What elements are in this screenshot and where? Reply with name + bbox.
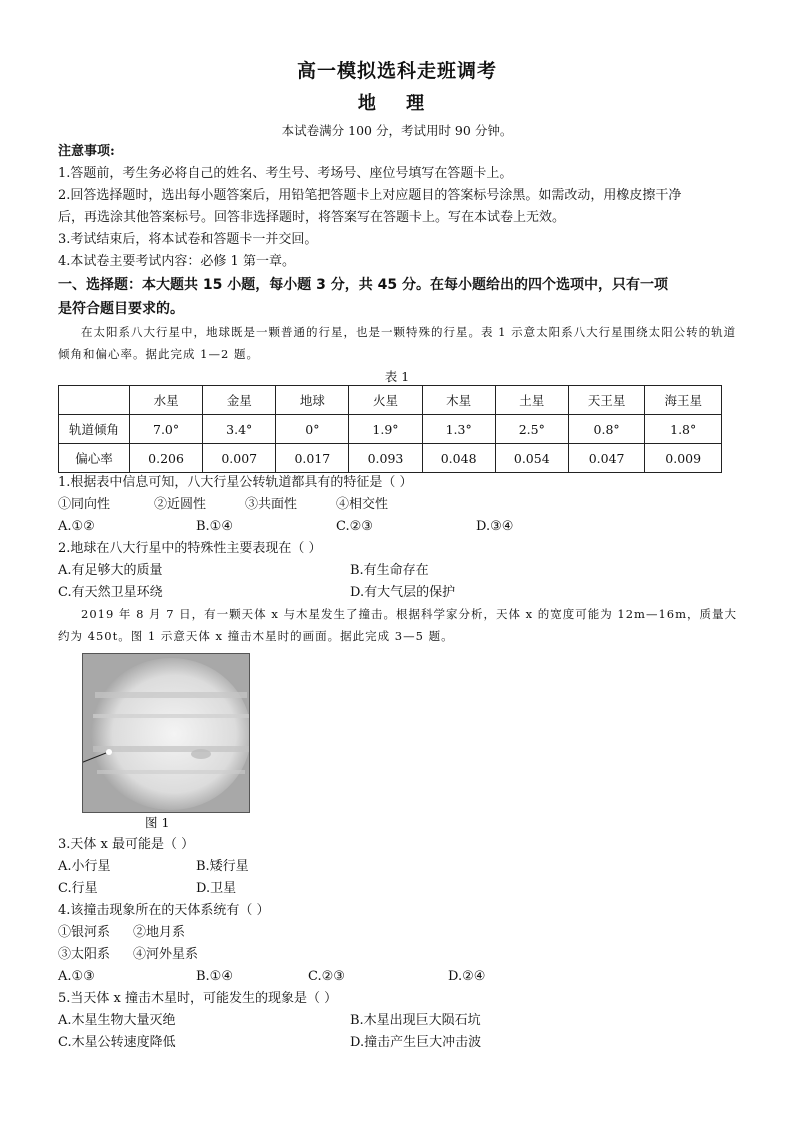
table-row [59,415,722,444]
section-heading-line: 是符合题目要求的。 [58,301,184,317]
table-cell: 0.009 [645,444,722,473]
figure-caption: 图 1 [145,815,170,830]
question-1-stem: 1.根据表中信息可知，八大行星公转轨道都具有的特征是（ ） [58,475,413,490]
q5-option-c[interactable]: C.木星公转速度降低 [58,1035,176,1050]
exam-meta: 本试卷满分 100 分，考试用时 90 分钟。 [281,123,513,138]
section-heading-line: 一、选择题：本大题共 15 小题，每小题 3 分，共 45 分。在每小题给出的四个选项中，只有一项 [58,277,668,293]
table-row [59,444,722,473]
table-cell: 0.047 [568,444,645,473]
q1-item: ④相交性 [336,497,389,512]
table-header-cell: 天王星 [568,386,645,415]
q1-option-a[interactable]: A.①② [58,519,95,534]
exam-title: 高一模拟选科走班调考 [296,60,497,82]
table-header-cell: 土星 [495,386,568,415]
q4-option-c[interactable]: C.②③ [308,969,345,984]
q4-item: ②地月系 [133,925,186,940]
notice-item: 1.答题前，考生务必将自己的姓名、考生号、考场号、座位号填写在答题卡上。 [58,166,513,181]
table-cell: 轨道倾角 [59,415,130,444]
table-cell: 2.5° [495,415,568,444]
question-3-stem: 3.天体 x 最可能是（ ） [58,837,195,852]
notice-item: 3.考试结束后，将本试卷和答题卡一并交回。 [58,232,318,247]
table-cell: 偏心率 [59,444,130,473]
q5-option-d[interactable]: D.撞击产生巨大冲击波 [350,1035,482,1050]
jupiter-impact-figure [82,653,250,813]
jupiter-disc [91,658,249,810]
q1-option-d[interactable]: D.③④ [476,519,514,534]
table-header-cell [59,386,130,415]
question-5-stem: 5.当天体 x 撞击木星时，可能发生的现象是（ ） [58,991,338,1006]
q1-option-b[interactable]: B.①④ [196,519,233,534]
notice-item: 4.本试卷主要考试内容：必修 1 第一章。 [58,254,295,269]
passage-1: 在太阳系八大行星中，地球既是一颗普通的行星，也是一颗特殊的行星。表 1 示意太阳系八大行星围绕太阳公转的轨道倾角和偏心率。据此完成 1—2 题。 [58,325,737,361]
table-cell: 0.054 [495,444,568,473]
table-cell: 1.3° [422,415,495,444]
table-caption: 表 1 [384,369,410,384]
table-header-cell: 木星 [422,386,495,415]
q4-option-b[interactable]: B.①④ [196,969,233,984]
impact-flash-icon [106,749,112,755]
q2-option-d[interactable]: D.有大气层的保护 [350,585,456,600]
table-header-cell: 海王星 [645,386,722,415]
table-cell: 7.0° [130,415,203,444]
table-header-cell: 金星 [203,386,276,415]
q5-option-a[interactable]: A.木星生物大量灭绝 [58,1013,176,1028]
q2-option-c[interactable]: C.有天然卫星环绕 [58,585,163,600]
q4-item: ③太阳系 [58,947,111,962]
q3-option-b[interactable]: B.矮行星 [196,859,249,874]
q4-item: ①银河系 [58,925,111,940]
q4-item: ④河外星系 [133,947,199,962]
q2-option-b[interactable]: B.有生命存在 [350,563,429,578]
table-cell: 0.017 [276,444,349,473]
table-cell: 0° [276,415,349,444]
exam-subject: 地 理 [357,93,437,114]
table-cell: 0.048 [422,444,495,473]
q1-option-c[interactable]: C.②③ [336,519,373,534]
table-cell: 1.9° [349,415,422,444]
passage-2: 2019 年 8 月 7 日，有一颗天体 x 与木星发生了撞击。根据科学家分析，天体 x 的宽度可能为 12m—16m，质量大约为 450t。图 1 示意天体 x 撞击木星时的画面。据此完成 3—5 题。 [58,607,737,643]
table-header-cell: 地球 [276,386,349,415]
notice-item: 2.回答选择题时，选出每小题答案后，用铅笔把答题卡上对应题目的答案标号涂黑。如需改动，用橡皮擦干净 [58,188,682,203]
planet-table [58,385,722,473]
table-header-row [59,386,722,415]
q1-item: ①同向性 [58,497,111,512]
table-header-cell: 火星 [349,386,422,415]
question-4-stem: 4.该撞击现象所在的天体系统有（ ） [58,903,270,918]
notice-item: 后，再选涂其他答案标号。回答非选择题时，将答案写在答题卡上。写在本试卷上无效。 [58,210,566,225]
table-cell: 0.206 [130,444,203,473]
table-cell: 0.093 [349,444,422,473]
q5-option-b[interactable]: B.木星出现巨大陨石坑 [350,1013,481,1028]
table-header-cell: 水星 [130,386,203,415]
q4-option-a[interactable]: A.①③ [58,969,95,984]
question-2-stem: 2.地球在八大行星中的特殊性主要表现在（ ） [58,541,322,556]
section-heading [58,273,748,321]
q4-option-d[interactable]: D.②④ [448,969,486,984]
table-cell: 3.4° [203,415,276,444]
q1-item: ②近圆性 [154,497,207,512]
q1-item: ③共面性 [245,497,298,512]
jupiter-illustration [83,654,249,812]
table-cell: 0.007 [203,444,276,473]
q3-option-c[interactable]: C.行星 [58,881,98,896]
table-cell: 0.8° [568,415,645,444]
notice-heading: 注意事项: [58,144,115,159]
table-cell: 1.8° [645,415,722,444]
q2-option-a[interactable]: A.有足够大的质量 [58,563,163,578]
q3-option-a[interactable]: A.小行星 [58,859,111,874]
q3-option-d[interactable]: D.卫星 [196,881,237,896]
